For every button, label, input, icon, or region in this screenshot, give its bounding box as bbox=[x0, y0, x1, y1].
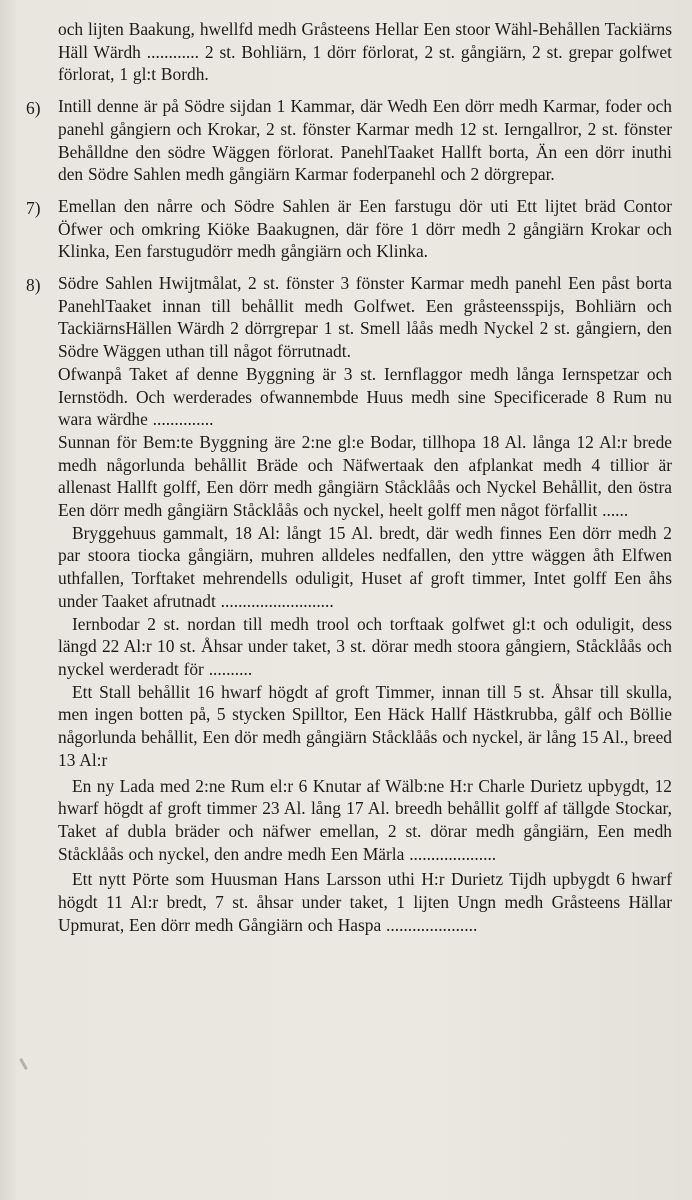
paper-speck bbox=[19, 1058, 28, 1070]
entry-7 bbox=[26, 195, 672, 263]
entry-roof bbox=[58, 363, 672, 431]
entry-6 bbox=[26, 95, 672, 186]
paragraph-entry-7: Emellan den nårre och Södre Sahlen är Een farstugu dör uti Ett lijtet bräd Contor Öfwer och omkring Kiöke Baakugnen, där före 1 dörr medh 2 gångiärn Krokar och Klinka, Een farstugudörr medh gångiärn och Klinka. bbox=[58, 195, 672, 262]
entry-porte bbox=[58, 868, 672, 936]
paragraph-bryggehuus: Bryggehuus gammalt, 18 Al: långt 15 Al. bredt, där wedh finnes Een dörr medh 2 par stoora tiocka gångiärn, muhren alldeles nedfallen, den yttre wäggen åth Elfwen uthfallen, Torftaket mehrendells oduligit, Huset af groft timmer, Intet golff Een åhs under Taaket afrutnadt .......................... bbox=[58, 522, 672, 611]
entry-iernbodar bbox=[58, 613, 672, 681]
paragraph-roof: Ofwanpå Taket af denne Byggning är 3 st. Iernflaggor medh långa Iernspetzar och Iernstödh. Och werderades ofwannembde Huus medh sine Specificerade 8 Rum nu wara wärdhe .............. bbox=[58, 363, 672, 430]
paragraph-entry-6: Intill denne är på Södre sijdan 1 Kammar, där Wedh Een dörr medh Karmar, foder och panehl gångiern och Krokar, 2 st. fönster Karmar medh 12 st. Ierngallror, 2 st. fönster Behålldne den södre Wäggen förlorat. PanehlTaaket Hallft borta, Än een dörr inuthi den Södre Sahlen medh gångiärn Karmar foderpanehl och 2 dörgrepar. bbox=[58, 96, 672, 185]
entry-number: 7) bbox=[26, 197, 41, 218]
entry-bodar bbox=[58, 431, 672, 522]
entry-8 bbox=[26, 272, 672, 363]
entry-number: 6) bbox=[26, 98, 41, 119]
paragraph-bodar: Sunnan för Bem:te Byggning äre 2:ne gl:e Bodar, tillhopa 18 Al. långa 12 Al:r brede medh någorlunda behållit Bräde och Näfwertaak den afplankat medh 4 tillior är allenast Hallft golff, Een dörr medh gångiärn Ståcklåås och Nyckel Behållit, den östra Een dörr medh gångiärn Ståcklåås och nyckel, heelt golff men något förfallit ...... bbox=[58, 431, 672, 521]
paragraph-iernbodar: Iernbodar 2 st. nordan till medh trool och torftaak golfwet gl:t och oduligit, dess längd 22 Al:r 10 st. Åhsar under taket, 3 st. dörar medh stoora gångiern, Ståcklåås och nyckel werderadt för .......... bbox=[58, 613, 672, 679]
entry-number: 8) bbox=[26, 275, 41, 296]
paragraph-stall: Ett Stall behållit 16 hwarf högdt af groft Timmer, innan till 5 st. Åhsar till skulla, men ingen botten på, 5 stycken Spilltor, Een Häck Hallf Hästkrubba, gålf och Böllie någorlunda behållit, Een dör medh gångiärn Ståcklåås och nyckel, är lång 15 Al., breed 13 Al:r bbox=[58, 681, 672, 770]
paragraph-porte: Ett nytt Pörte som Huusman Hans Larsson uthi H:r Durietz Tijdh upbygdt 6 hwarf högdt 11 Al:r bredt, 7 st. åhsar under taket, 1 lijten Ungn medh Gråsteens Hällar Upmurat, Een dörr medh Gångiärn och Haspa ..................... bbox=[58, 869, 672, 935]
entry-stall bbox=[58, 681, 672, 772]
entry-bryggehuus bbox=[58, 522, 672, 613]
entry-continuation bbox=[58, 18, 672, 86]
paragraph-lada: En ny Lada med 2:ne Rum el:r 6 Knutar af Wälb:ne H:r Charle Durietz upbygdt, 12 hwarf högdt af groft timmer 23 Al. lång 17 Al. breedh behållit golff af tällgde Stockar, Taket af dubla bräder och näfwer emellan, 2 st. dörar medh gångiärn, Een medh Ståcklåås och nyckel, den andre medh Een Märla .................... bbox=[58, 775, 672, 864]
paragraph-entry-8: Södre Sahlen Hwijtmålat, 2 st. fönster 3 fönster Karmar medh panehl Een påst borta PanehlTaaket innan till behållit medh Golfwet. Een gråsteensspijs, Bohliärn och TackiärnsHällen Wärdh 2 dörrgrepar 1 st. Smell låås medh Nyckel 2 st. gångiern, den Södre Wäggen uthan till något förrutnadt. bbox=[58, 273, 672, 362]
paragraph-continuation: och lijten Baakung, hwellfd medh Gråsteens Hellar Een stoor Wähl-Behållen Tackiärns Häll Wärdh ............ 2 st. Bohliärn, 1 dörr förlorat, 2 st. gångiärn, 2 st. grepar golfwet förlorat, 1 gl:t Bordh. bbox=[58, 19, 672, 85]
entry-lada bbox=[58, 775, 672, 866]
